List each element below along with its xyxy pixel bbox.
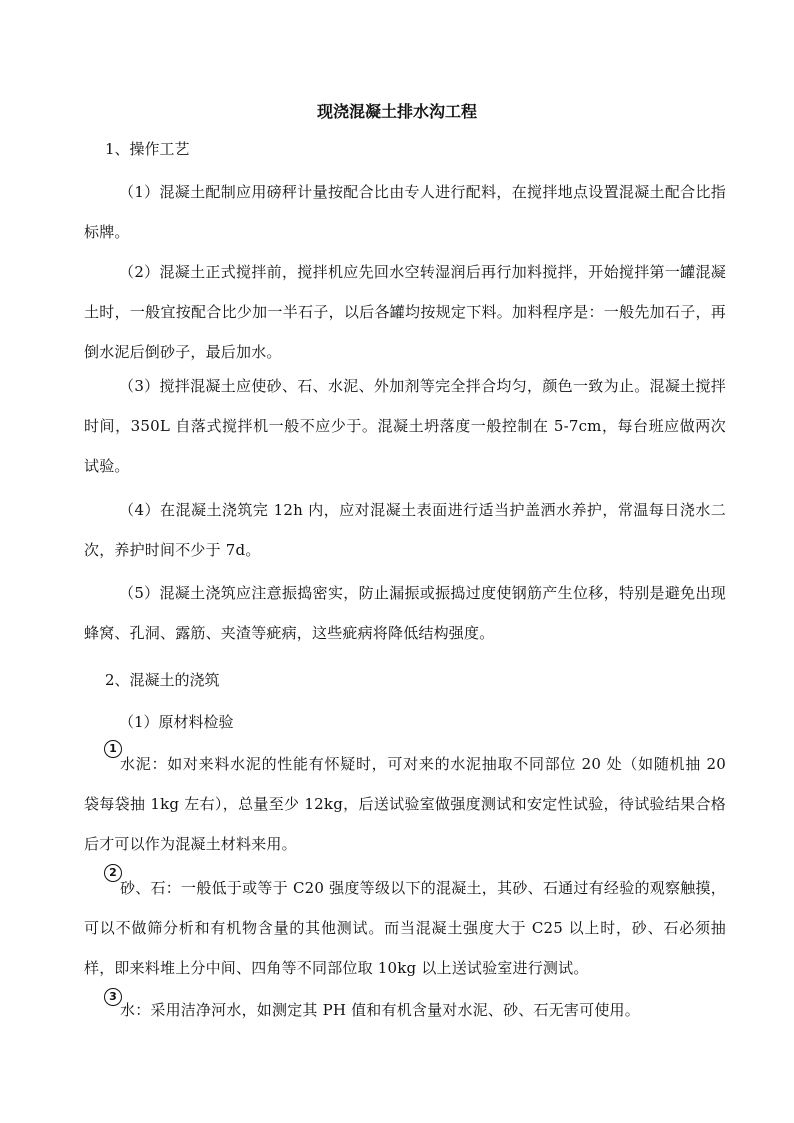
material-item-water: 水：采用洁净河水，如测定其 PH 值和有机含量对水泥、砂、石无害可使用。 <box>120 1001 640 1019</box>
section-heading-operation-process: 1、操作工艺 <box>105 140 190 158</box>
paragraph-2: （2）混凝土正式搅拌前，搅拌机应先回水空转湿润后再行加料搅拌，开始搅拌第一罐混凝土时，一般宜按配合比少加一半石子，以后各罐均按规定下料。加料程序是：一般先加石子，再倒水泥后倒砂子，最后加水。 <box>84 263 726 361</box>
paragraph-5: （5）混凝土浇筑应注意振捣密实，防止漏振或振捣过度使钢筋产生位移，特别是避免出现蜂窝、孔洞、露筋、夹渣等疵病，这些疵病将降低结构强度。 <box>84 584 726 642</box>
paragraph-4: （4）在混凝土浇筑完 12h 内，应对混凝土表面进行适当护盖洒水养护，常温每日浇水二次，养护时间不少于 7d。 <box>84 501 726 559</box>
material-item-cement: 水泥：如对来料水泥的性能有怀疑时，可对来的水泥抽取不同部位 20 处（如随机抽 20 袋每袋抽 1kg 左右），总量至少 12kg，后送试验室做强度测试和安定性试验，待试验结果合格后才可以作为混凝土材料来用。 <box>84 755 726 853</box>
section-heading-concrete-pouring: 2、混凝土的浇筑 <box>105 671 220 689</box>
document-title: 现浇混凝土排水沟工程 <box>316 102 477 121</box>
circled-number-1-icon: 1 <box>104 740 122 758</box>
subheading-raw-material-inspection: （1）原材料检验 <box>119 713 234 731</box>
paragraph-1: （1）混凝土配制应用磅秤计量按配合比由专人进行配料，在搅拌地点设置混凝土配合比指标牌。 <box>84 183 726 241</box>
circled-number-3-icon: 3 <box>104 988 122 1006</box>
material-item-sand-stone: 砂、石：一般低于或等于 C20 强度等级以下的混凝土，其砂、石通过有经验的观察触摸，可以不做筛分析和有机物含量的其他测试。而当混凝土强度大于 C25 以上时，砂、石必须抽样，即来料堆上分中间、四角等不同部位取 10kg 以上送试验室进行测试。 <box>84 879 726 977</box>
paragraph-3: （3）搅拌混凝土应使砂、石、水泥、外加剂等完全拌合均匀，颜色一致为止。混凝土搅拌时间，350L 自落式搅拌机一般不应少于。混凝土坍落度一般控制在 5-7cm，每台班应做两次试验。 <box>84 377 726 475</box>
circled-number-2-icon: 2 <box>104 864 122 882</box>
